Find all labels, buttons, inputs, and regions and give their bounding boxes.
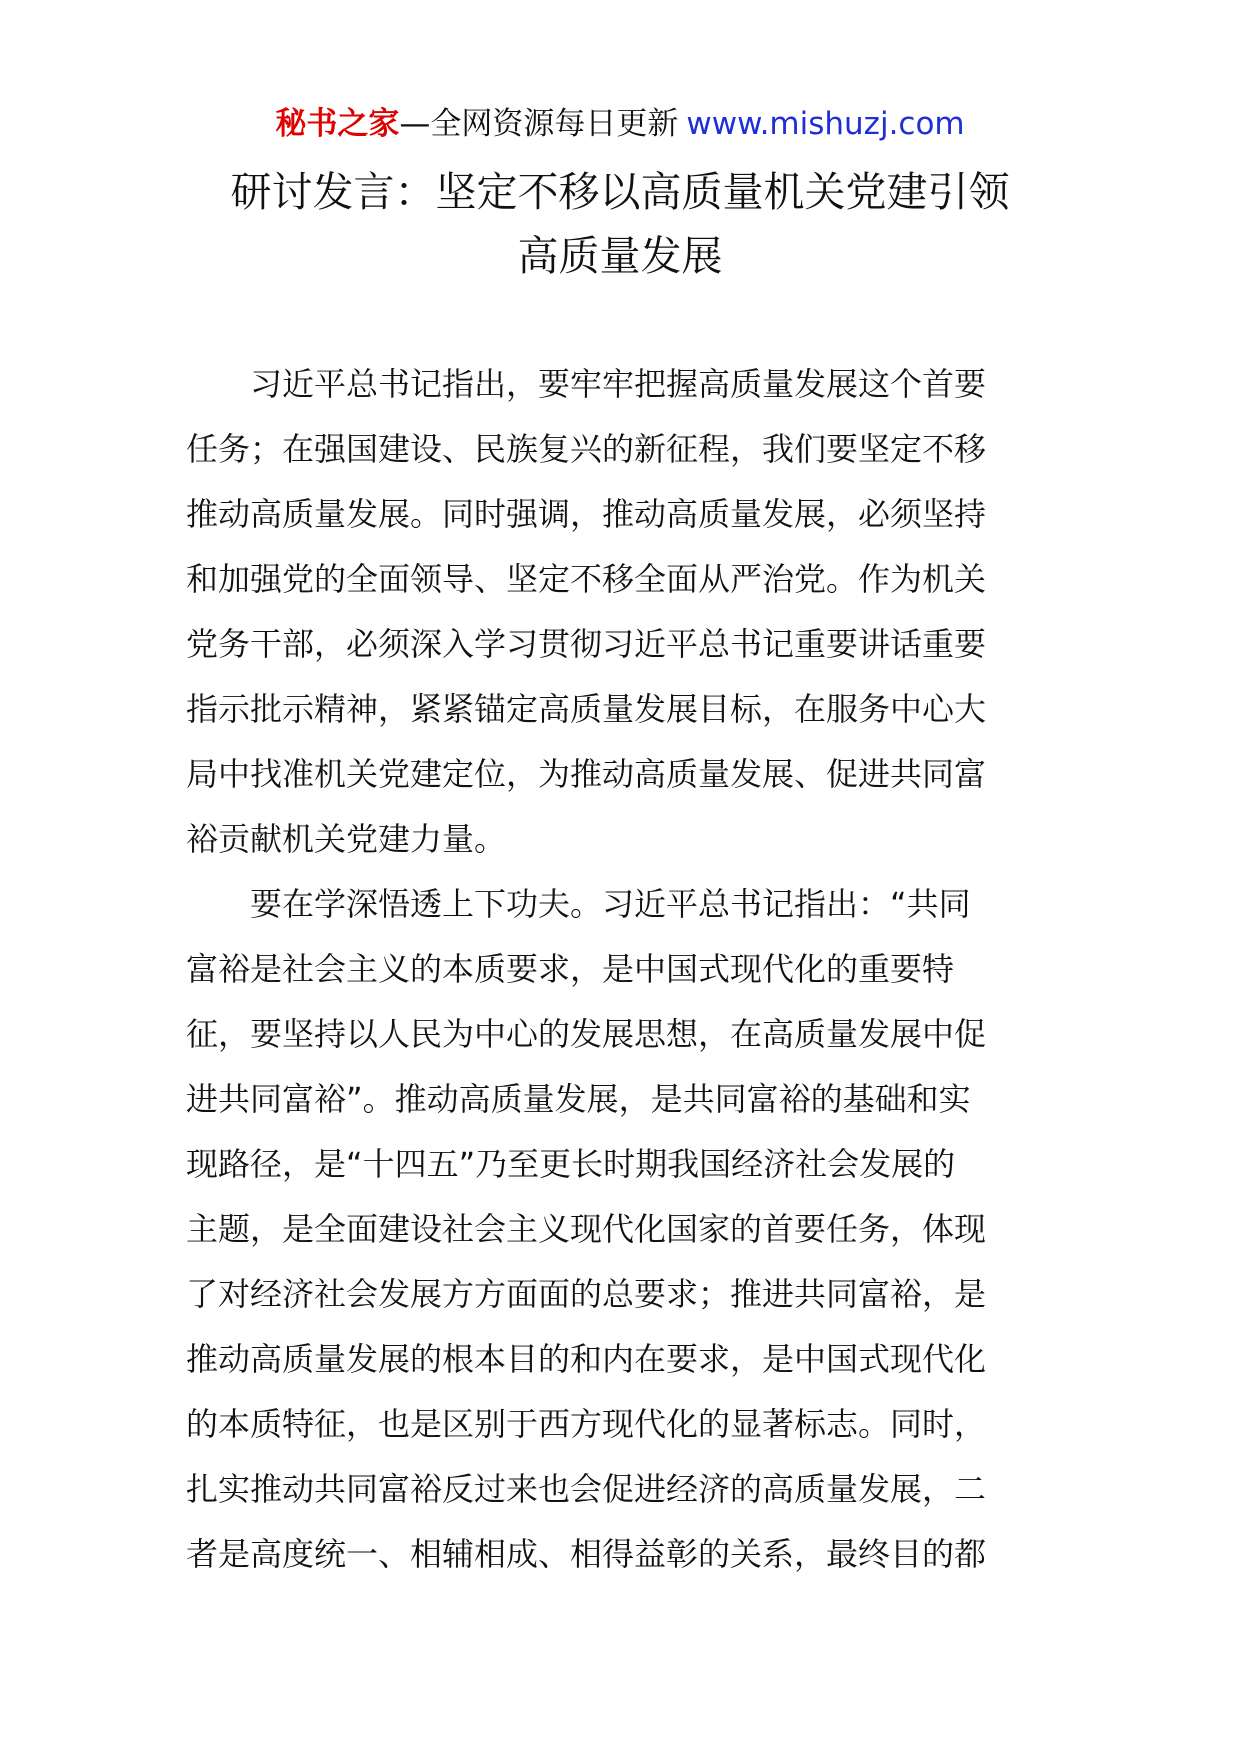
body-line: 的本质特征，也是区别于西方现代化的显著标志。同时， [186,1405,987,1443]
body-line: 者是高度统一、相辅相成、相得益彰的关系，最终目的都 [186,1535,987,1573]
body-line: 富裕是社会主义的本质要求，是中国式现代化的重要特 [186,950,955,988]
body-line: 指示批示精神，紧紧锚定高质量发展目标，在服务中心大 [186,690,987,728]
body-line: 要在学深悟透上下功夫。习近平总书记指出：“共同 [186,885,971,923]
body-line: 征，要坚持以人民为中心的发展思想，在高质量发展中促 [186,1015,987,1053]
body-line: 扎实推动共同富裕反过来也会促进经济的高质量发展，二 [186,1470,987,1508]
body-line: 裕贡献机关党建力量。 [186,820,507,858]
document-title [0,160,1240,288]
body-line: 和加强党的全面领导、坚定不移全面从严治党。作为机关 [186,560,987,598]
site-header [0,98,1240,150]
header-dash: — [399,106,431,142]
title-line-1: 研讨发言：坚定不移以高质量机关党建引领 [230,168,1010,216]
body-line: 主题，是全面建设社会主义现代化国家的首要任务，体现 [186,1210,987,1248]
body-line: 进共同富裕”。推动高质量发展，是共同富裕的基础和实 [186,1080,971,1118]
body-line: 推动高质量发展。同时强调，推动高质量发展，必须坚持 [186,495,987,533]
site-url-link[interactable]: www.mishuzj.com [686,106,965,142]
body-line: 党务干部，必须深入学习贯彻习近平总书记重要讲话重要 [186,625,987,663]
body-line: 局中找准机关党建定位，为推动高质量发展、促进共同富 [186,755,987,793]
body-line: 推动高质量发展的根本目的和内在要求，是中国式现代化 [186,1340,987,1378]
body-line: 了对经济社会发展方方面面的总要求；推进共同富裕，是 [186,1275,987,1313]
title-line-2: 高质量发展 [517,232,723,280]
body-line: 现路径，是“十四五”乃至更长时期我国经济社会发展的 [186,1145,956,1183]
header-tagline: 全网资源每日更新 [430,106,679,142]
body-line: 任务；在强国建设、民族复兴的新征程，我们要坚定不移 [186,430,987,468]
body-text [186,352,1052,1587]
brand-name: 秘书之家 [275,106,400,142]
body-line: 习近平总书记指出，要牢牢把握高质量发展这个首要 [186,365,987,403]
